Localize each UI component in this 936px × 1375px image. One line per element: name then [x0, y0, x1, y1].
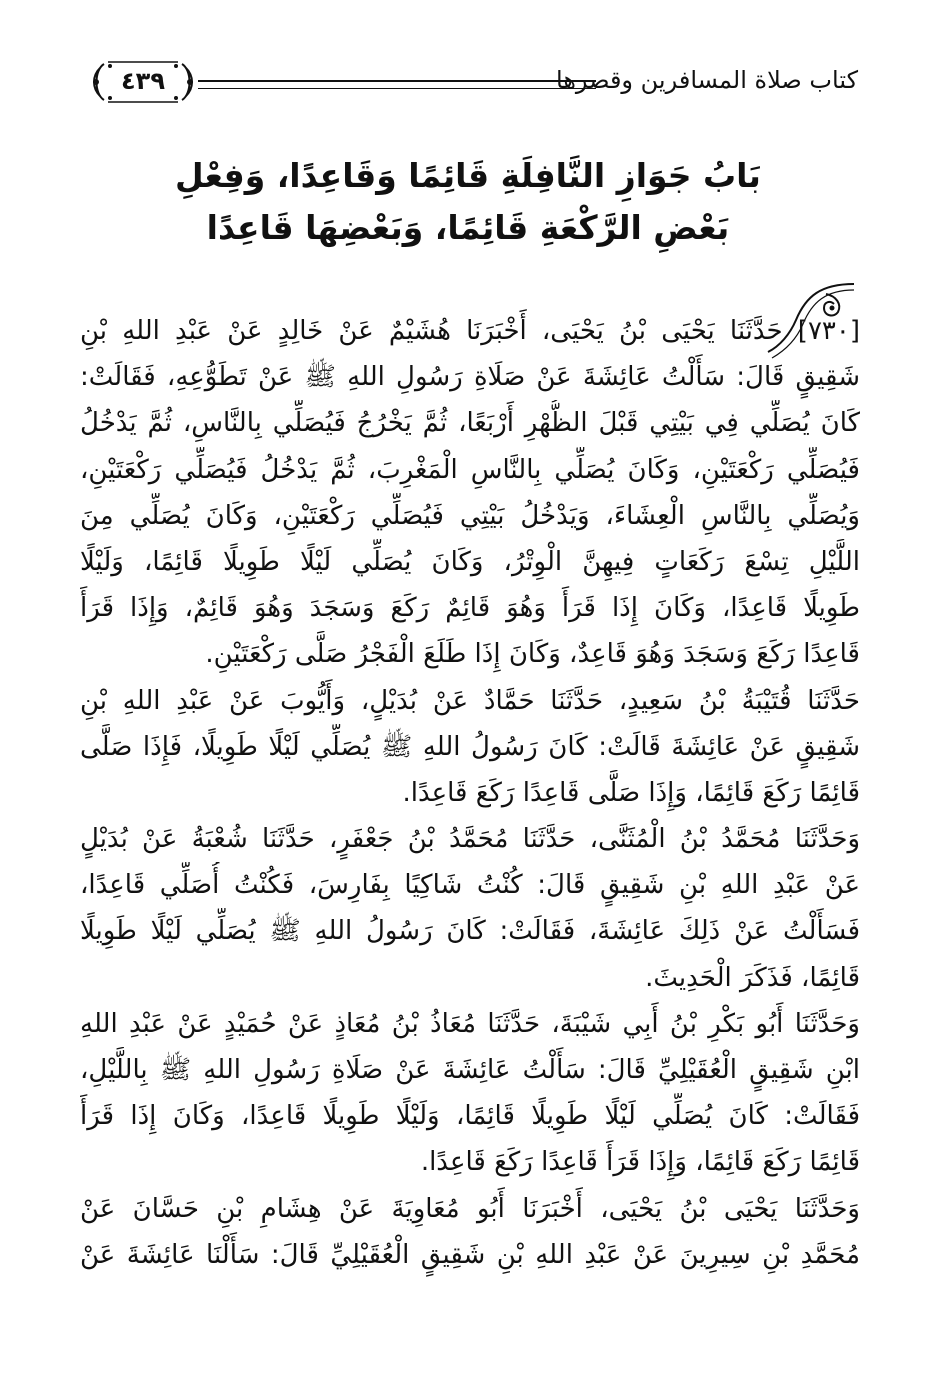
- text-line: فَيُصَلِّي رَكْعَتَيْنِ، وَكَانَ يُصَلِّي بِالنَّاسِ الْمَغْرِبَ، ثُمَّ يَدْخُلُ فَيُصَلِّي رَكْعَتَيْنِ،: [80, 454, 860, 485]
- chapter-heading-line-2: بَعْضِ الرَّكْعَةِ قَائِمًا، وَبَعْضِهَا قَاعِدًا: [206, 208, 730, 247]
- hadith-text: [80, 308, 860, 1278]
- text-line: طَوِيلًا قَاعِدًا، وَكَانَ إِذَا قَرَأَ وَهُوَ قَائِمٌ رَكَعَ وَسَجَدَ وَهُوَ قَائِمٌ، وَإِذَا قَرَأَ: [80, 593, 860, 624]
- text-line: قَائِمًا، فَذَكَرَ الْحَدِيثَ.: [645, 962, 860, 993]
- text-line: وَيُصَلِّي بِالنَّاسِ الْعِشَاءَ، وَيَدْخُلُ بَيْتِي فَيُصَلِّي رَكْعَتَيْنِ، وَكَانَ يُصَلِّي مِنَ: [80, 500, 860, 531]
- text-line: ابْنِ شَقِيقٍ الْعُقَيْلِيِّ قَالَ: سَأَلْتُ عَائِشَةَ عَنْ صَلَاةِ رَسُولِ اللهِ ﷺ بِاللَّيْلِ،: [80, 1055, 860, 1085]
- text-line: وَحَدَّثَنَا مُحَمَّدُ بْنُ الْمُثَنَّى، حَدَّثَنَا مُحَمَّدُ بْنُ جَعْفَرٍ، حَدَّثَنَا شُعْبَةُ عَنْ بُدَيْلٍ: [80, 824, 860, 855]
- text-line: وَحَدَّثَنَا يَحْيَى بْنُ يَحْيَى، أَخْبَرَنَا أَبُو مُعَاوِيَةَ عَنْ هِشَامِ بْنِ حَسَّانَ عَنْ: [80, 1193, 860, 1224]
- chapter-heading: [120, 150, 816, 254]
- running-header: [88, 56, 858, 112]
- text-line: قَائِمًا رَكَعَ قَائِمًا، وَإِذَا صَلَّى قَاعِدًا رَكَعَ قَاعِدًا.: [402, 777, 860, 808]
- text-line: قَائِمًا رَكَعَ قَائِمًا، وَإِذَا قَرَأَ قَاعِدًا رَكَعَ قَاعِدًا.: [420, 1147, 860, 1178]
- header-rule: [198, 80, 596, 89]
- text-line: عَنْ عَبْدِ اللهِ بْنِ شَقِيقٍ قَالَ: كُنْتُ شَاكِيًا بِفَارِسَ، فَكُنْتُ أُصَلِّي قَاعِدًا،: [80, 870, 860, 901]
- text-line: قَاعِدًا رَكَعَ وَسَجَدَ وَهُوَ قَاعِدٌ، وَكَانَ إِذَا طَلَعَ الْفَجْرُ صَلَّى رَكْعَتَيْنِ.: [205, 639, 860, 670]
- text-line: فَسَأَلْتُ عَنْ ذَلِكَ عَائِشَةَ، فَقَالَتْ: كَانَ رَسُولُ اللهِ ﷺ يُصَلِّي لَيْلًا طَوِيلًا: [80, 916, 860, 947]
- text-line: كَانَ يُصَلِّي فِي بَيْتِي قَبْلَ الظُّهْرِ أَرْبَعًا، ثُمَّ يَخْرُجُ فَيُصَلِّي بِالنَّاسِ، ثُمَّ يَدْخُلُ: [80, 408, 860, 439]
- page-number-badge: [88, 56, 198, 108]
- text-line: مُحَمَّدِ بْنِ سِيرِينَ عَنْ عَبْدِ اللهِ بْنِ شَقِيقٍ الْعُقَيْلِيِّ قَالَ: سَأَلْنَا عَائِشَةَ عَنْ: [80, 1239, 860, 1270]
- text-line: وَحَدَّثَنَا أَبُو بَكْرِ بْنُ أَبِي شَيْبَةَ، حَدَّثَنَا مُعَاذُ بْنُ مُعَاذٍ عَنْ حُمَيْدٍ عَنْ عَبْدِ اللهِ: [80, 1008, 860, 1039]
- text-line: شَقِيقٍ عَنْ عَائِشَةَ قَالَتْ: كَانَ رَسُولُ اللهِ ﷺ يُصَلِّي لَيْلًا طَوِيلًا، فَإِذَا صَلَّى: [80, 731, 860, 762]
- text-line: اللَّيْلِ تِسْعَ رَكَعَاتٍ فِيهِنَّ الْوِتْرُ، وَكَانَ يُصَلِّي لَيْلًا طَوِيلًا قَائِمًا، وَلَيْلًا: [80, 546, 860, 577]
- text-line: حَدَّثَنَا قُتَيْبَةُ بْنُ سَعِيدٍ، حَدَّثَنَا حَمَّادٌ عَنْ بُدَيْلٍ، وَأَيُّوبَ عَنْ عَبْدِ اللهِ بْنِ: [80, 685, 860, 716]
- text-line: شَقِيقٍ قَالَ: سَأَلْتُ عَائِشَةَ عَنْ صَلَاةِ رَسُولِ اللهِ ﷺ عَنْ تَطَوُّعِهِ، فَقَالَتْ:: [80, 362, 860, 393]
- text-line: [٧٣٠] حَدَّثَنَا يَحْيَى بْنُ يَحْيَى، أَخْبَرَنَا هُشَيْمٌ عَنْ خَالِدٍ عَنْ عَبْدِ اللهِ بْنِ: [80, 316, 860, 346]
- header-title: كتاب صلاة المسافرين وقصرها: [555, 66, 858, 94]
- text-line: فَقَالَتْ: كَانَ يُصَلِّي لَيْلًا طَوِيلًا قَائِمًا، وَلَيْلًا طَوِيلًا قَاعِدًا، وَكَانَ إِذَا قَرَأَ: [80, 1101, 860, 1132]
- page-number: ٤٣٩: [121, 67, 165, 95]
- chapter-heading-line-1: بَابُ جَوَازِ النَّافِلَةِ قَائِمًا وَقَاعِدًا، وَفِعْلِ: [175, 156, 761, 195]
